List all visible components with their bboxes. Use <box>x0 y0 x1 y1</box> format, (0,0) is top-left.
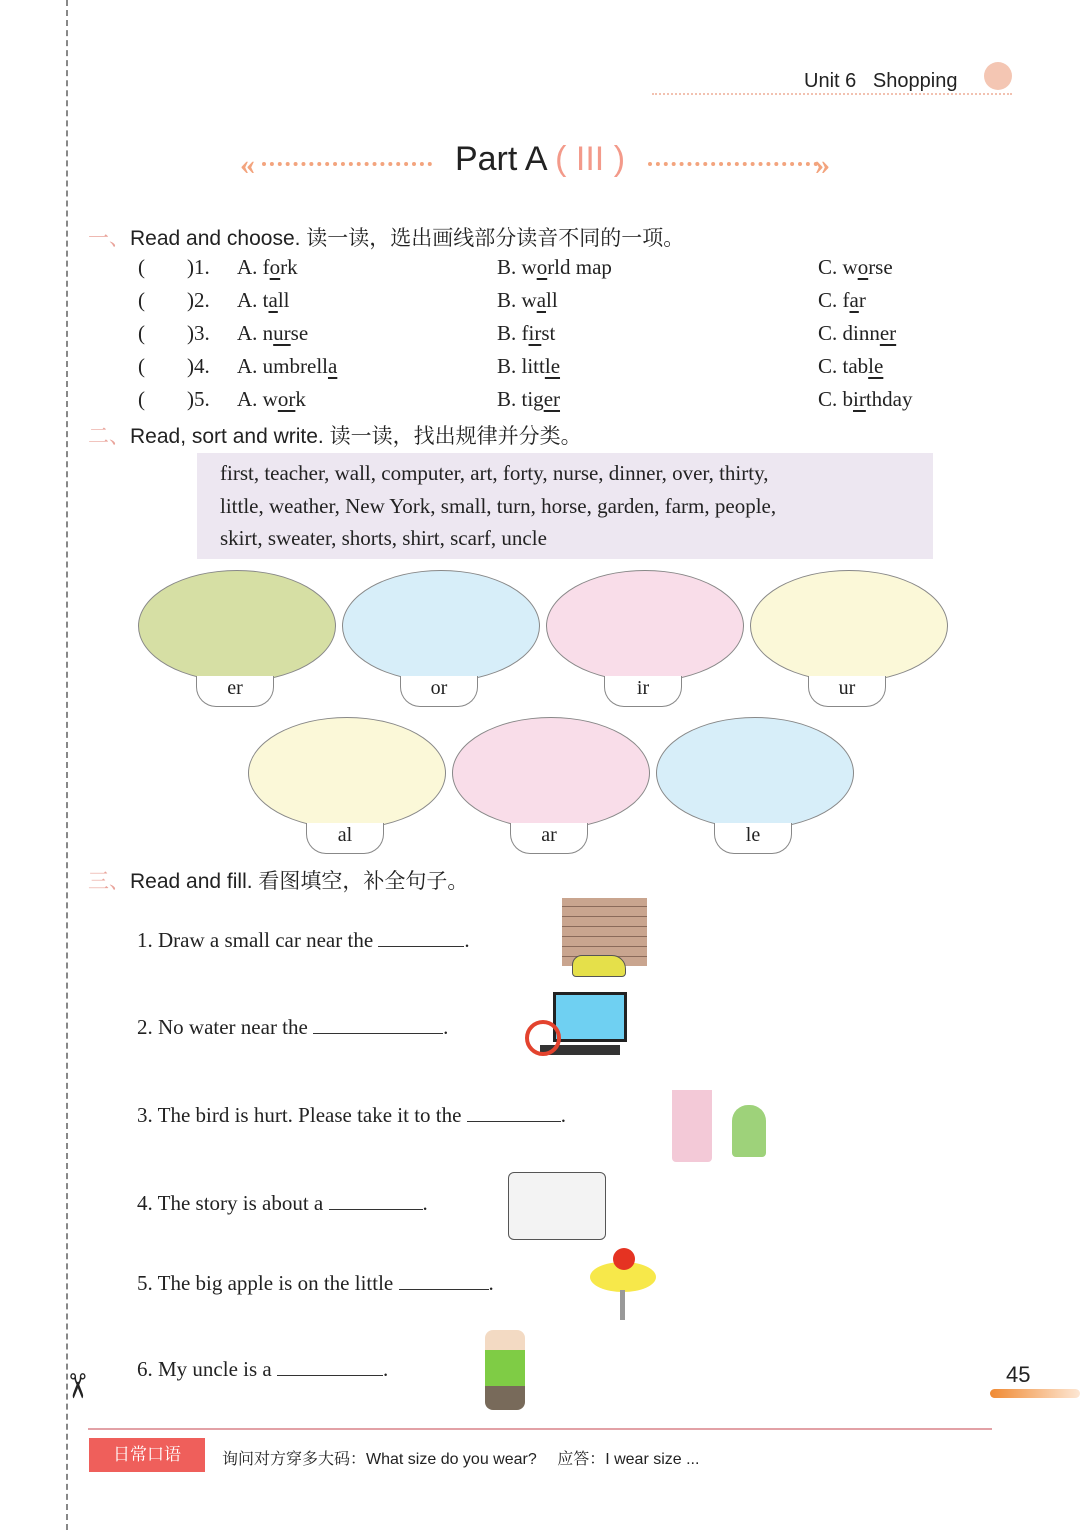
table-leg <box>620 1290 625 1320</box>
option-prefix: A. t <box>237 288 269 312</box>
unit-header <box>804 70 957 93</box>
daily-phrase-badge: 日常口语 <box>89 1438 205 1472</box>
option-b <box>497 321 555 354</box>
section-number: 一、 <box>88 227 130 250</box>
question-text: 3. The bird is hurt. Please take it to the <box>137 1103 462 1127</box>
scissors-icon: ✂ <box>57 1371 95 1401</box>
answer-oval[interactable] <box>656 717 854 829</box>
answer-oval[interactable] <box>138 570 336 682</box>
option-b <box>497 354 560 387</box>
fill-question <box>137 1015 448 1040</box>
fill-question <box>137 1191 428 1216</box>
option-suffix: st <box>541 321 556 345</box>
chevron-right-icon: » <box>815 148 830 181</box>
answer-blank[interactable] <box>378 928 464 947</box>
chevron-left-icon: « <box>240 148 255 181</box>
answer-blank[interactable] <box>399 1271 489 1290</box>
answer-bracket[interactable]: ( )5. <box>138 387 210 411</box>
child-with-bird-image <box>732 1105 766 1157</box>
computer-image <box>553 992 627 1042</box>
option-a <box>237 255 298 288</box>
option-suffix: se <box>290 321 309 345</box>
option-suffix: ll <box>546 288 558 312</box>
answer-bracket[interactable]: ( )1. <box>138 255 210 279</box>
option-suffix: k <box>295 387 306 411</box>
footer-divider <box>88 1428 992 1430</box>
underlined-letters: er <box>543 387 561 411</box>
page-number: 45 <box>1006 1362 1031 1387</box>
stem-label: er <box>196 676 274 707</box>
topic-label: Shopping <box>872 70 958 92</box>
page-title <box>0 140 1080 179</box>
balloon-icon <box>984 62 1012 90</box>
option-a <box>237 288 290 321</box>
answer-oval[interactable] <box>248 717 446 829</box>
word-bank <box>197 453 933 559</box>
header-decoration <box>652 93 1012 95</box>
option-c <box>818 387 913 420</box>
option-prefix: C. dinn <box>818 321 880 345</box>
fill-question <box>137 1103 566 1128</box>
unit-label: Unit 6 <box>804 70 857 92</box>
nurse-image <box>672 1072 712 1162</box>
section1-heading <box>88 222 684 252</box>
option-prefix: A. f <box>237 255 270 279</box>
word-bank-line: little, weather, New York, small, turn, horse, garden, farm, people, <box>220 493 777 518</box>
option-prefix: A. w <box>237 387 278 411</box>
answer-oval[interactable] <box>750 570 948 682</box>
underlined-letters: le <box>544 354 561 378</box>
stem-label: ur <box>808 676 886 707</box>
underlined-letters: a <box>536 288 547 312</box>
stem-label: al <box>306 823 384 854</box>
option-prefix: C. f <box>818 288 850 312</box>
answer-oval[interactable] <box>342 570 540 682</box>
section-title: Read and choose. 读一读，选出画线部分读音不同的一项。 <box>130 227 685 250</box>
option-suffix: ll <box>277 288 290 312</box>
option-b <box>497 288 558 321</box>
section2-heading <box>88 420 582 450</box>
page-number-bar <box>990 1389 1080 1398</box>
farmer-image <box>485 1330 525 1410</box>
part-label: Part A <box>454 140 546 178</box>
option-prefix: B. tig <box>497 387 544 411</box>
option-a <box>237 321 308 354</box>
stem-label: ir <box>604 676 682 707</box>
period: . <box>422 1191 428 1215</box>
section-title: Read, sort and write. 读一读，找出规律并分类。 <box>130 425 582 448</box>
period: . <box>382 1357 389 1381</box>
answer-oval[interactable] <box>546 570 744 682</box>
option-c <box>818 288 866 321</box>
option-prefix: A. umbrell <box>237 354 328 378</box>
no-water-icon <box>525 1020 561 1056</box>
answer-bracket[interactable]: ( )4. <box>138 354 210 378</box>
answer-blank[interactable] <box>329 1191 423 1210</box>
option-c <box>818 321 896 354</box>
fill-question <box>137 928 470 953</box>
option-prefix: C. b <box>818 387 854 411</box>
option-suffix: rld map <box>547 255 612 279</box>
underlined-letters: er <box>879 321 897 345</box>
option-b <box>497 255 612 288</box>
storybook-horse-image <box>508 1172 606 1240</box>
question-text: 5. The big apple is on the little <box>137 1271 394 1295</box>
answer-blank[interactable] <box>467 1103 561 1122</box>
section-title: Read and fill. 看图填空，补全句子。 <box>130 870 469 893</box>
option-suffix: r <box>858 288 866 312</box>
option-prefix: B. f <box>497 321 529 345</box>
answer-blank[interactable] <box>277 1357 383 1376</box>
underlined-letters: le <box>868 354 884 378</box>
daily-phrase-text: 询问对方穿多大码：What size do you wear? 应答：I wear size ... <box>222 1451 700 1468</box>
underlined-letters: o <box>536 255 548 279</box>
answer-blank[interactable] <box>313 1015 443 1034</box>
answer-bracket[interactable]: ( )2. <box>138 288 210 312</box>
section3-heading <box>88 865 468 895</box>
option-suffix: thday <box>865 387 913 411</box>
car-image <box>572 955 626 977</box>
option-prefix: A. n <box>237 321 274 345</box>
question-text: 1. Draw a small car near the <box>137 928 374 952</box>
cut-line <box>66 0 68 1530</box>
underlined-letters: ir <box>853 387 866 411</box>
section-number: 三、 <box>88 870 130 893</box>
option-prefix: B. w <box>497 288 537 312</box>
option-suffix: rse <box>868 255 893 279</box>
option-prefix: C. w <box>818 255 858 279</box>
option-suffix: rk <box>280 255 298 279</box>
underlined-letters: a <box>268 288 278 312</box>
underlined-letters: o <box>857 255 869 279</box>
word-bank-line: skirt, sweater, shorts, shirt, scarf, uncle <box>220 526 547 550</box>
option-c <box>818 354 883 387</box>
answer-bracket[interactable]: ( )3. <box>138 321 210 345</box>
option-a <box>237 387 306 420</box>
underlined-letters: o <box>269 255 281 279</box>
option-a <box>237 354 337 387</box>
word-bank-line: first, teacher, wall, computer, art, forty, nurse, dinner, over, thirty, <box>220 461 769 485</box>
option-c <box>818 255 893 288</box>
question-text: 2. No water near the <box>137 1015 308 1039</box>
fill-question <box>137 1271 494 1296</box>
option-b <box>497 387 560 420</box>
period: . <box>560 1103 566 1127</box>
question-text: 6. My uncle is a <box>137 1357 272 1381</box>
stem-label: or <box>400 676 478 707</box>
option-prefix: B. litt <box>497 354 545 378</box>
stem-label: le <box>714 823 792 854</box>
underlined-letters: a <box>849 288 859 312</box>
underlined-letters: ur <box>273 321 291 345</box>
period: . <box>443 1015 449 1039</box>
underlined-letters: a <box>327 354 338 378</box>
fill-question <box>137 1357 388 1382</box>
answer-oval[interactable] <box>452 717 650 829</box>
option-prefix: B. w <box>497 255 537 279</box>
underlined-letters: ir <box>528 321 542 345</box>
underlined-letters: or <box>277 387 296 411</box>
option-prefix: C. tab <box>818 354 869 378</box>
section-number: 二、 <box>88 425 130 448</box>
period: . <box>488 1271 494 1295</box>
part-number: ( III ) <box>555 140 626 178</box>
apple-image <box>613 1248 635 1270</box>
period: . <box>464 928 470 952</box>
question-text: 4. The story is about a <box>137 1191 324 1215</box>
stem-label: ar <box>510 823 588 854</box>
